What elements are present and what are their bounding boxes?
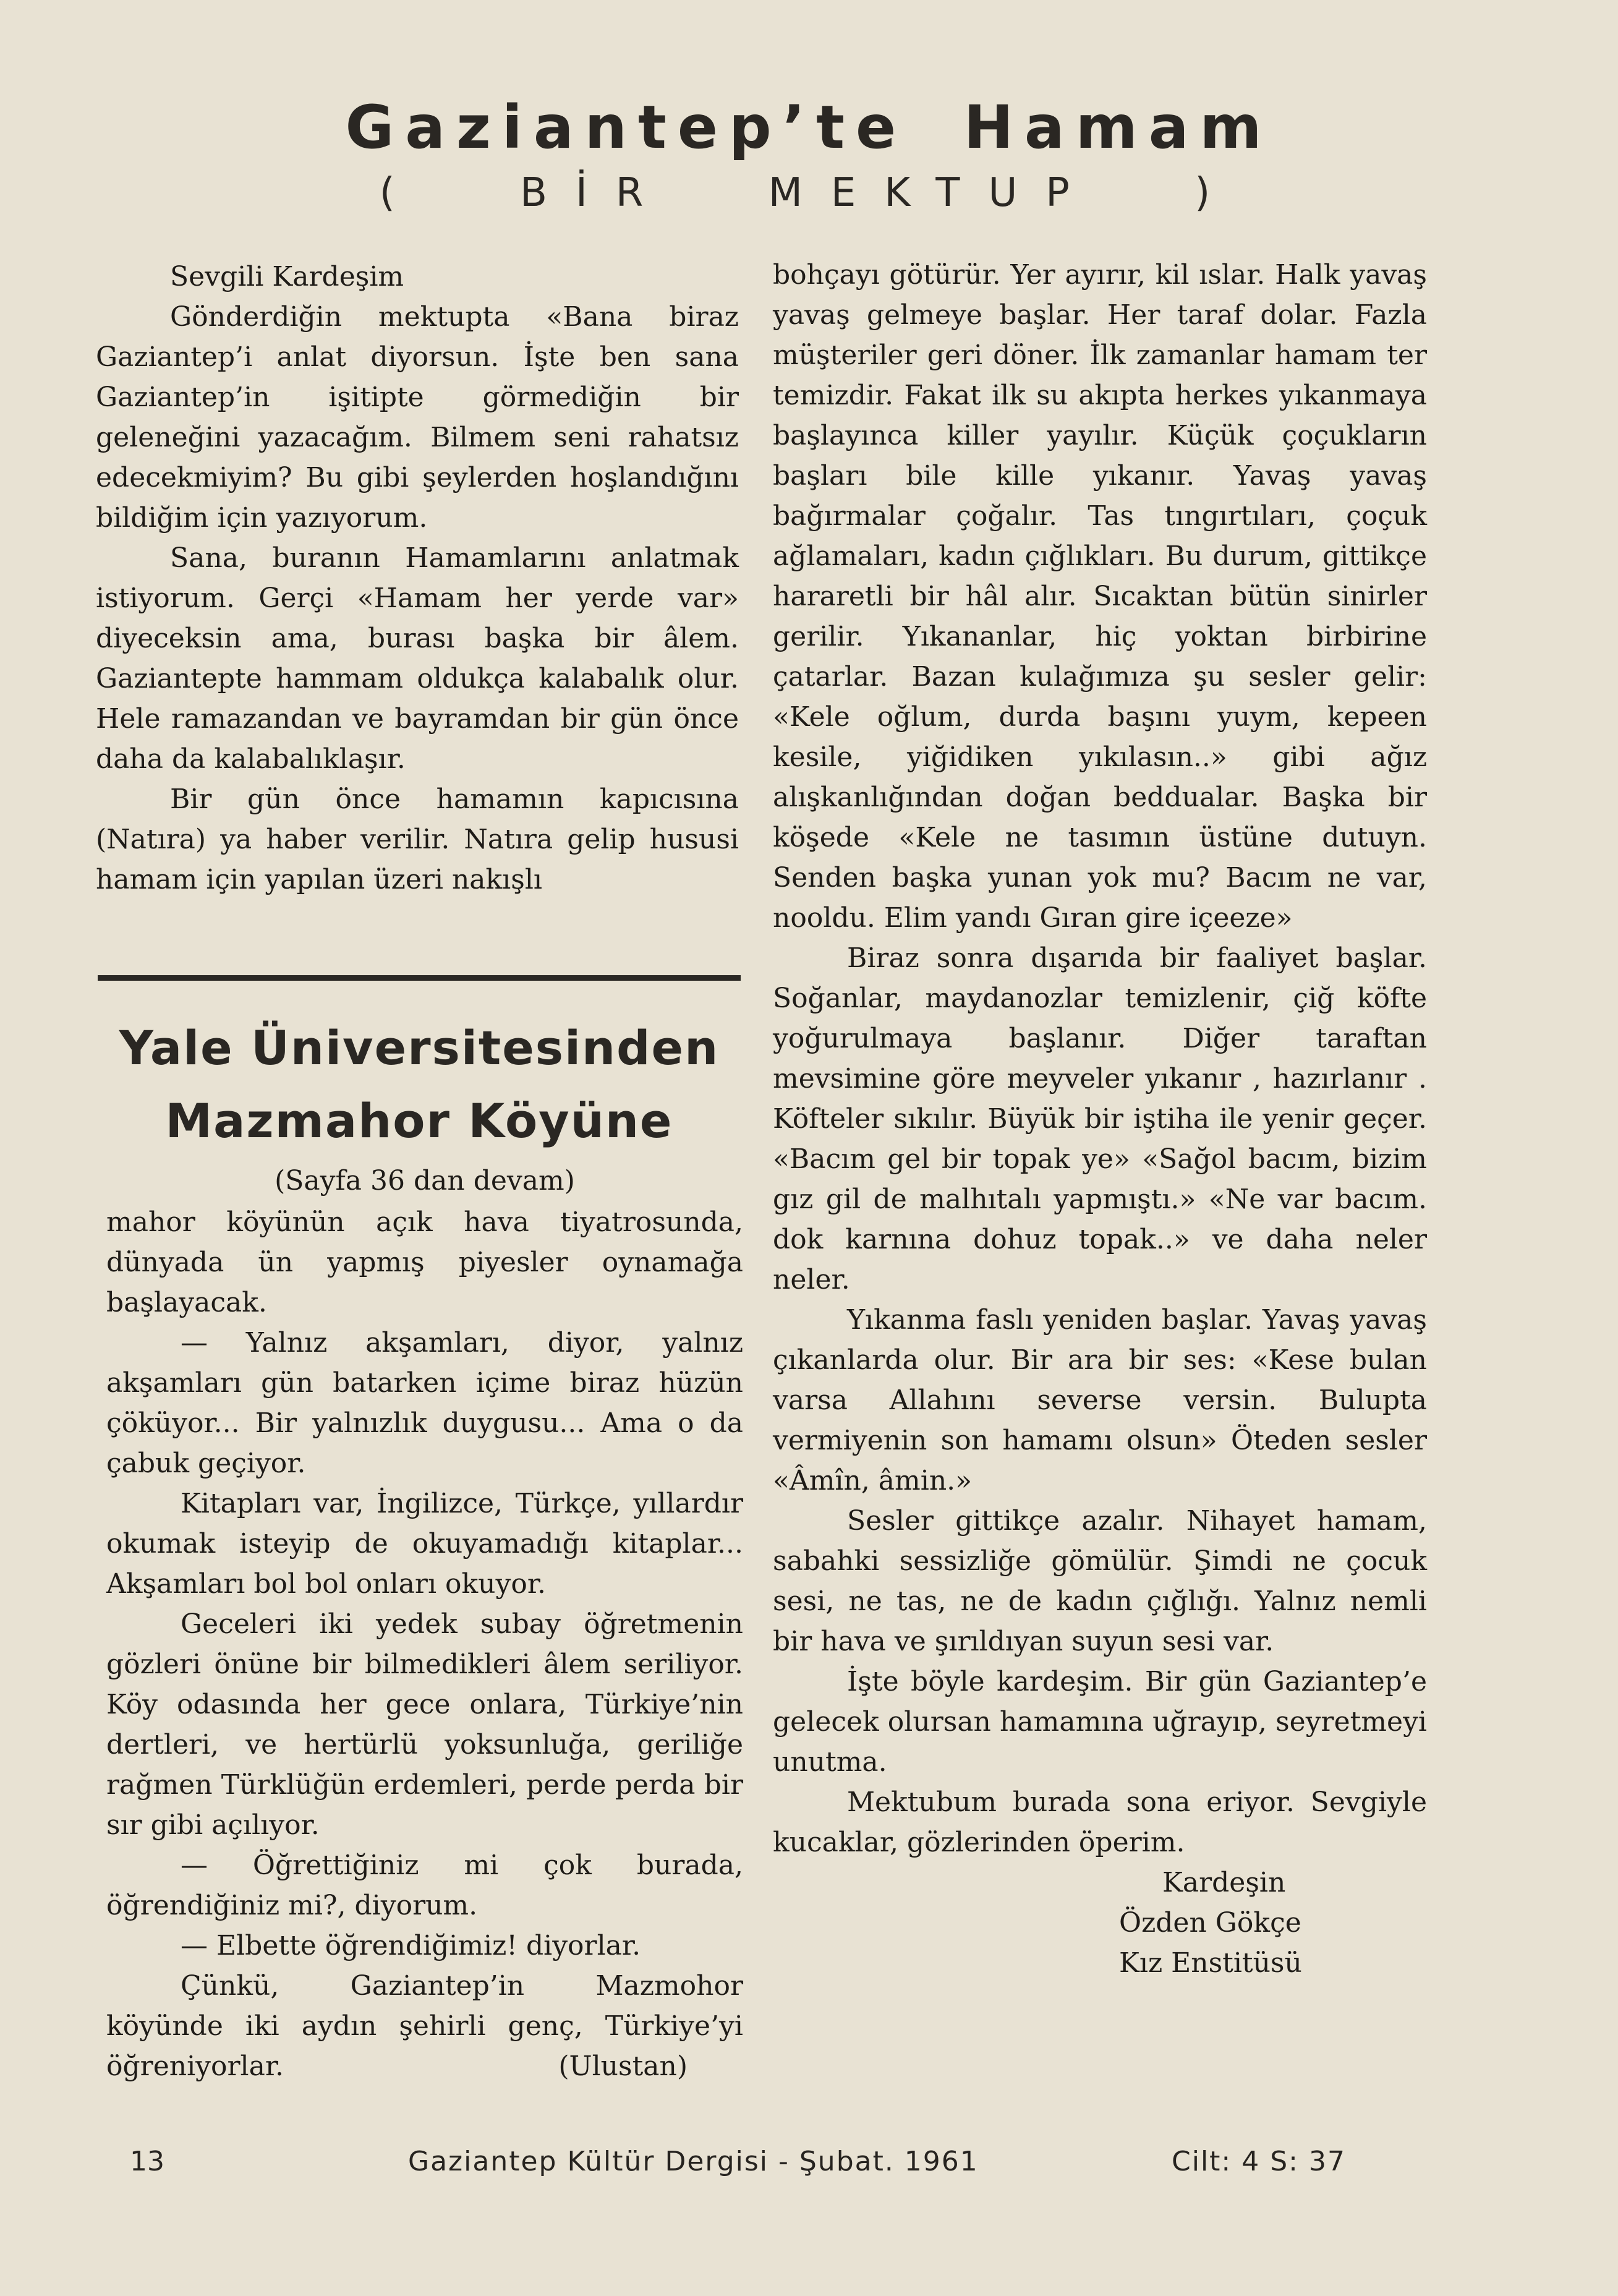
letter-paragraph: Biraz sonra dışarıda bir faaliyet başlar. Soğanlar, maydanozlar temizlenir, çiğ köfte yoğurulmaya başlanır. Diğer taraftan mevsimine göre meyveler yıkanır , hazırlanır . Köfteler sıkılır. Büyük bir iştiha ile yenir geçer. «Bacım gel bir topak ye» «Sağol bacım, bizim gız gil de malhıtalı yapmıştı.» «Ne var bacım. dok karnına dohuz topak..» ve daha neler neler. xyxy=(773,942,1427,1295)
right-column-letter xyxy=(773,255,1427,1983)
article-paragraph xyxy=(106,1966,743,2086)
article-paragraph: — Öğrettiğiniz mi çok burada, öğrendiğiniz mi?, diyorum. xyxy=(106,1850,743,1921)
article-title-line1: Yale Üniversitesinden xyxy=(119,1020,720,1075)
left-column-article xyxy=(106,1161,743,2086)
article-paragraph: Geceleri iki yedek subay öğretmenin gözleri önüne bir bilmedikleri âlem seriliyor. Köy odasında her gece onlara, Türkiye’nin dertleri, ve hertürlü yoksunluğa, geriliğe rağmen Türklüğün erdemleri, perde perda bir sır gibi açılıyor. xyxy=(106,1608,743,1841)
signature-name: Özden Gökçe xyxy=(1119,1907,1301,1939)
article-title-line2: Mazmahor Köyüne xyxy=(165,1093,673,1148)
letter-paragraph: bohçayı götürür. Yer ayırır, kil ıslar. Halk yavaş yavaş gelmeye başlar. Her taraf dolar. Fazla müşteriler geri döner. İlk zamanlar hamam ter temizdir. Fakat ilk su akıpta herkes yıkanmaya başlayınca killer yayılır. Küçük çoçukların başları bile kille yıkanır. Yavaş yavaş bağırmalar çoğalır. Tas tıngırtıları, çoçuk ağlamaları, kadın çığlıkları. Bu durum, gittikçe hararetli bir hâl alır. Sıcaktan bütün sinirler gerilir. Yıkananlar, hiç yoktan birbirine çatarlar. Bazan kulağımıza şu sesler gelir: «Kele oğlum, durda başını yuym, kepeen kesile, yiğidiken yıkılasın..» gibi ağız alışkanlığından doğan beddualar. Başka bir köşede «Kele ne tasımın üstüne dutuyn. Senden başka yunan yok mu? Bacım ne var, nooldu. Elim yandı Gıran gire içeeze» xyxy=(773,259,1427,934)
article-last-text: Çünkü, Gaziantep’in Mazmohor köyünde iki aydın şehirli genç, Türkiye’yi öğreniyorlar. xyxy=(106,1970,743,2082)
letter-paragraph: İşte böyle kardeşim. Bir gün Gaziantep’e gelecek olursan hamamına uğrayıp, seyretmeyi unutma. xyxy=(773,1666,1427,1778)
signature-block xyxy=(773,1863,1427,1983)
left-column-letter xyxy=(96,257,739,900)
salutation: Sevgili Kardeşim xyxy=(170,261,404,292)
page-title: Gaziantep’te Hamam xyxy=(345,93,1273,162)
letter-paragraph: Sana, buranın Hamamlarını anlatmak istiyorum. Gerçi «Hamam her yerde var» diyeceksin ama, burası başka bir âlem. Gaziantepte hammam oldukça kalabalık olur. Hele ramazandan ve bayramdan bir gün önce daha da kalabalıklaşır. xyxy=(96,542,739,775)
letter-paragraph: Yıkanma faslı yeniden başlar. Yavaş yavaş çıkanlarda olur. Bir ara bir ses: «Kese bulan varsa Allahını severse versin. Bulupta vermiyenin son hamamı olsun» Öteden sesler «Âmîn, âmin.» xyxy=(773,1304,1427,1496)
letter-paragraph: Mektubum burada sona eriyor. Sevgiyle kucaklar, gözlerinden öperim. xyxy=(773,1786,1427,1858)
article-paragraph: — Yalnız akşamları, diyor, yalnız akşamları gün batarken içime biraz hüzün çöküyor... Bir yalnızlık duygusu... Ama o da çabuk geçiyor. xyxy=(106,1327,743,1479)
letter-paragraph: Gönderdiğin mektupta «Bana biraz Gaziantep’i anlat diyorsun. İşte ben sana Gaziantep’in işitipte görmediğin bir geleneğini yazacağım. Bilmem seni rahatsız edecekmiyim? Bu gibi şeylerden hoşlandığını bildiğim için yazıyorum. xyxy=(96,301,739,534)
signature-affiliation: Kız Enstitüsü xyxy=(1119,1947,1302,1979)
signature-closing: Kardeşin xyxy=(1162,1867,1286,1898)
magazine-name: Gaziantep Kültür Dergisi - Şubat. 1961 xyxy=(408,2146,979,2177)
article-source: (Ulustan) xyxy=(558,2051,688,2082)
article-paragraph: mahor köyünün açık hava tiyatrosunda, dünyada ün yapmış piyesler oynamağa başlayacak. xyxy=(106,1206,743,1318)
page-subtitle: ( BİR MEKTUP ) xyxy=(379,170,1239,216)
continued-note: (Sayfa 36 dan devam) xyxy=(275,1165,575,1197)
article-paragraph: — Elbette öğrendiğimiz! diyorlar. xyxy=(181,1930,641,1961)
article-paragraph: Kitapları var, İngilizce, Türkçe, yıllardır okumak isteyip de okuyamadığı kitaplar... Akşamları bol bol onları okuyor. xyxy=(106,1488,743,1600)
letter-paragraph: Bir gün önce hamamın kapıcısına (Natıra) ya haber verilir. Natıra gelip hususi hamam için yapılan üzeri nakışlı xyxy=(96,783,739,895)
letter-paragraph: Sesler gittikçe azalır. Nihayet hamam, sabahki sessizliğe gömülür. Şimdi ne çocuk sesi, ne tas, ne de kadın çığlığı. Yalnız nemli bir hava ve şırıldıyan suyun sesi var. xyxy=(773,1505,1427,1657)
section-divider xyxy=(98,975,741,981)
page-number: 13 xyxy=(130,2146,164,2177)
volume-issue: Cilt: 4 S: 37 xyxy=(1172,2146,1346,2177)
